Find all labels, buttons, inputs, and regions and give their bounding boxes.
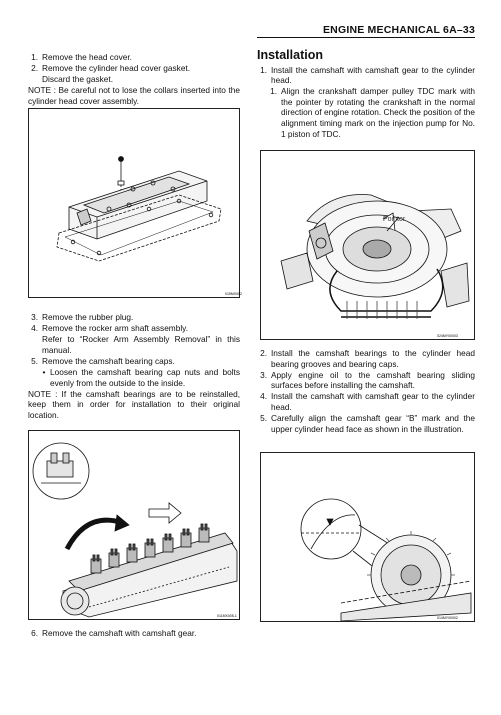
step-text: Install the camshaft bearings to the cylinder head bearing grooves and bearing caps. xyxy=(271,348,475,369)
note-collars: NOTE : Be careful not to lose the collars inserted into the cylinder head cover assembly. xyxy=(28,85,240,106)
step-number: 4. xyxy=(31,323,38,334)
step-item xyxy=(28,323,240,334)
step-item xyxy=(257,413,475,434)
figure-head-cover xyxy=(28,108,240,298)
step-item xyxy=(257,370,475,391)
left-column-top xyxy=(28,52,240,107)
step-number: 4. xyxy=(260,391,267,402)
step-text: Carefully align the camshaft gear “B” mark and the upper cylinder head face as shown in the illustration. xyxy=(271,413,475,434)
step-number: 2. xyxy=(31,63,38,74)
figure-code: 015MX002 xyxy=(225,292,242,296)
figure-code: 014MY00002 xyxy=(437,616,458,620)
step-number: 6. xyxy=(31,628,38,638)
page-header xyxy=(257,22,475,38)
left-column-bottom xyxy=(28,628,240,639)
step-text: Remove the rocker arm shaft assembly. xyxy=(42,323,189,334)
step-number: 2. xyxy=(260,348,267,358)
camshaft-caps-illustration xyxy=(29,431,241,621)
step-text: Remove the cylinder head cover gasket. xyxy=(42,63,191,74)
refer-text: Refer to “Rocker Arm Assembly Removal” in this manual. xyxy=(42,334,240,355)
left-column-middle xyxy=(28,312,240,421)
page-header-title: ENGINE MECHANICAL 6A–33 xyxy=(322,24,475,36)
step-number: 3. xyxy=(260,369,267,380)
substep-number: 1. xyxy=(270,86,277,97)
right-column-top xyxy=(257,50,475,140)
bullet-text: Loosen the camshaft bearing cap nuts and bolts evenly from the outside to the inside. xyxy=(50,366,240,388)
pointer-label: Pointer xyxy=(383,216,406,223)
step-item xyxy=(28,312,240,323)
section-title-installation: Installation xyxy=(257,48,323,62)
head-cover-illustration xyxy=(29,109,241,299)
step-number: 1. xyxy=(260,64,267,75)
step-number: 5. xyxy=(260,413,267,424)
step-text: Install the camshaft with camshaft gear to the cylinder head. xyxy=(271,64,475,86)
bullet-icon: • xyxy=(42,366,46,377)
step-number: 5. xyxy=(31,355,38,366)
step-item xyxy=(257,348,475,369)
discard-text: Discard the gasket. xyxy=(42,74,114,85)
substep-text: Align the crankshaft damper pulley TDC mark with the pointer by rotating the crankshaft in the normal direction of engine rotation. Check the position of the alignment timing mark on the injection pump for No. 1 piston of TDC. xyxy=(281,86,475,139)
note-bearings: NOTE : If the camshaft bearings are to be reinstalled, keep them in order for installation to their original location. xyxy=(28,388,240,420)
substep-item xyxy=(267,86,475,139)
figure-code: 011MX005-1 xyxy=(217,614,237,618)
step-item xyxy=(257,65,475,86)
step-item xyxy=(28,52,240,63)
header-rule xyxy=(257,37,475,38)
pointer-illustration xyxy=(261,151,476,341)
step-text: Remove the camshaft bearing caps. xyxy=(42,355,175,366)
step-item xyxy=(28,63,240,74)
step-text: Remove the rubber plug. xyxy=(42,312,134,322)
gear-mark-illustration xyxy=(261,453,476,623)
step-number: 1. xyxy=(31,52,38,62)
step-item xyxy=(28,356,240,367)
figure-gear-mark xyxy=(260,452,475,622)
step-item xyxy=(257,391,475,412)
bullet-item xyxy=(38,367,240,388)
step-text: Remove the head cover. xyxy=(42,52,132,62)
step-text: Remove the camshaft with camshaft gear. xyxy=(42,628,197,638)
right-column-middle xyxy=(257,348,475,435)
figure-code: 024MY00003 xyxy=(437,334,458,338)
step-text: Apply engine oil to the camshaft bearing sliding surfaces before installing the camshaft. xyxy=(271,369,475,391)
step-number: 3. xyxy=(31,312,38,322)
step-text: Install the camshaft with camshaft gear to the cylinder head. xyxy=(271,391,475,412)
figure-camshaft-caps xyxy=(28,430,240,620)
figure-pointer xyxy=(260,150,475,340)
step-item xyxy=(28,628,240,639)
